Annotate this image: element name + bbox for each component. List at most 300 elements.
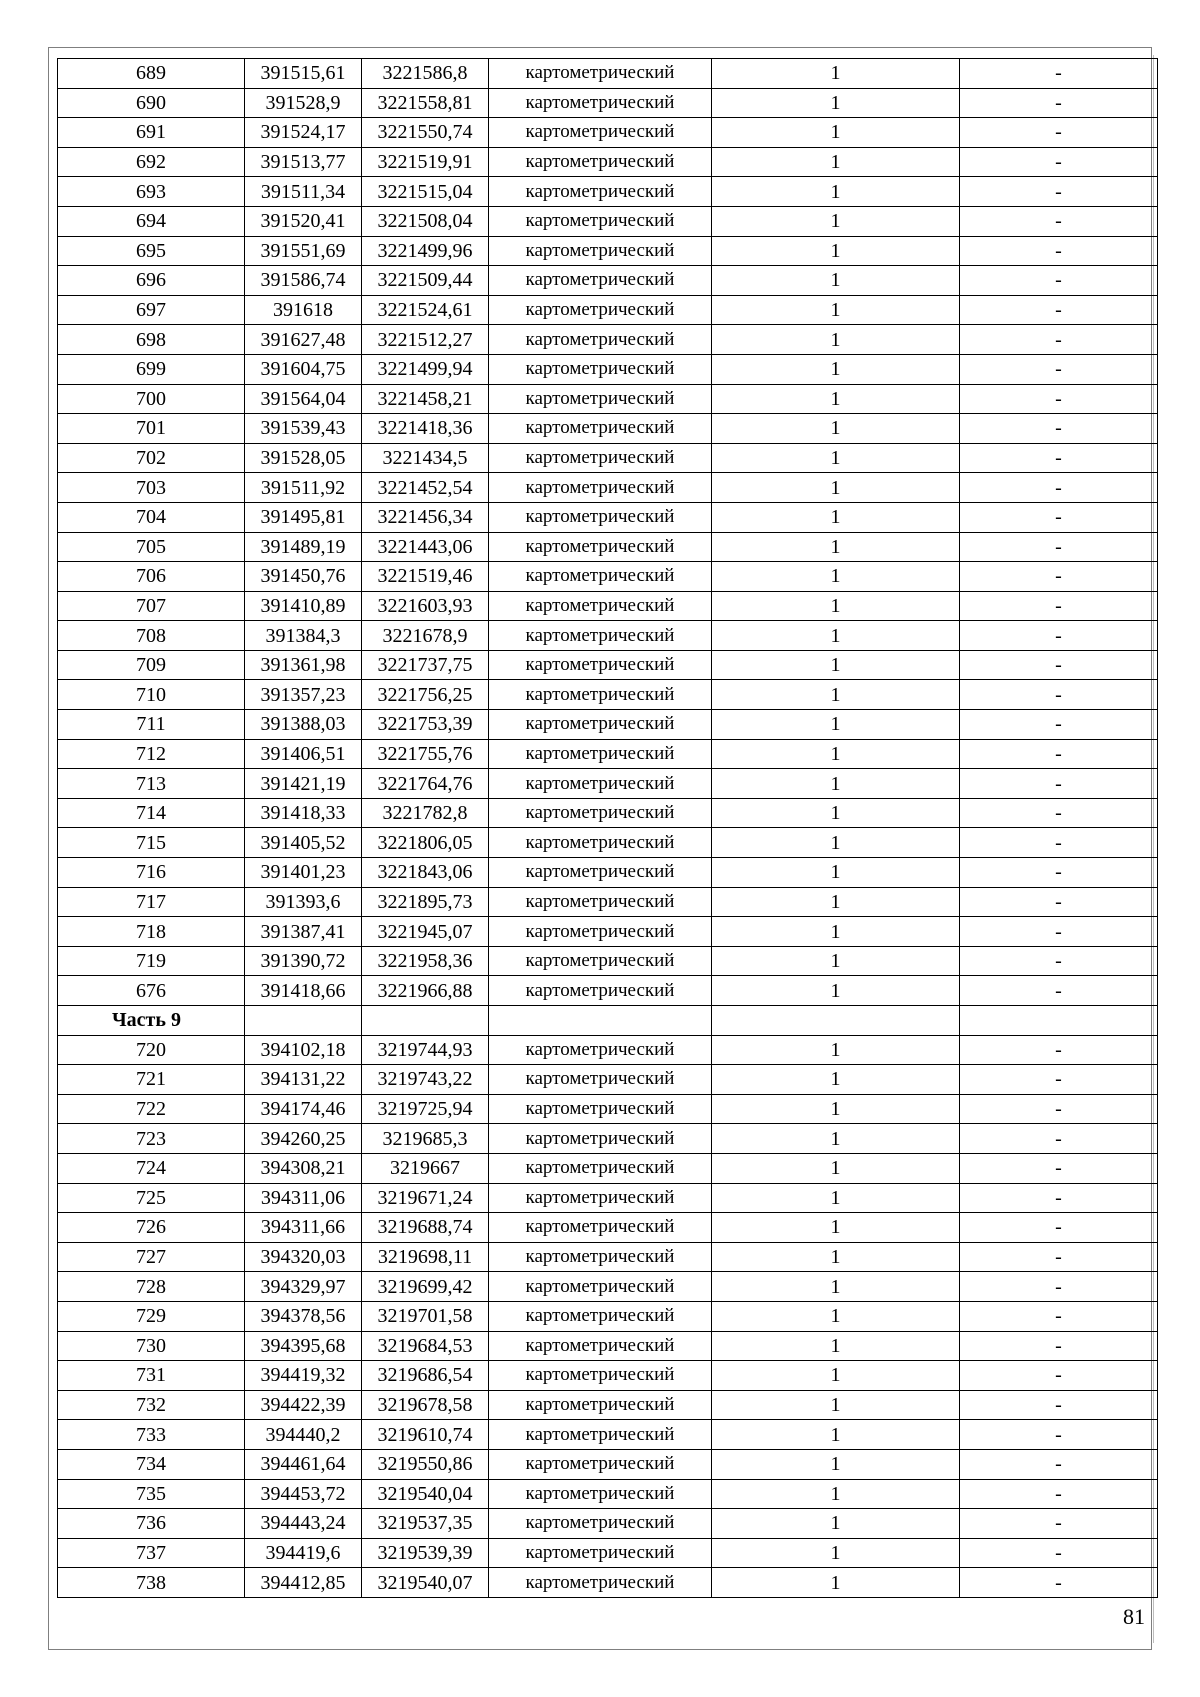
- x-coordinate-cell: 394378,56: [245, 1301, 362, 1331]
- x-coordinate-cell: 391406,51: [245, 739, 362, 769]
- accuracy-cell: 1: [712, 1449, 960, 1479]
- accuracy-cell: 1: [712, 1213, 960, 1243]
- accuracy-cell: 1: [712, 1183, 960, 1213]
- x-coordinate-cell: 391388,03: [245, 710, 362, 740]
- point-number-cell: 726: [58, 1213, 245, 1243]
- y-coordinate-cell: 3221558,81: [362, 88, 489, 118]
- y-coordinate-cell: 3221434,5: [362, 443, 489, 473]
- x-coordinate-cell: 391524,17: [245, 118, 362, 148]
- note-cell: -: [960, 1035, 1158, 1065]
- note-cell: -: [960, 1420, 1158, 1450]
- note-cell: -: [960, 147, 1158, 177]
- table-row: [58, 59, 1158, 89]
- point-number-cell: 709: [58, 650, 245, 680]
- table-row: [58, 1065, 1158, 1095]
- y-coordinate-cell: 3221764,76: [362, 769, 489, 799]
- accuracy-cell: 1: [712, 266, 960, 296]
- x-coordinate-cell: 391586,74: [245, 266, 362, 296]
- point-number-cell: 723: [58, 1124, 245, 1154]
- point-number-cell: 722: [58, 1094, 245, 1124]
- note-cell: -: [960, 1509, 1158, 1539]
- x-coordinate-cell: 394329,97: [245, 1272, 362, 1302]
- note-cell: -: [960, 266, 1158, 296]
- point-number-cell: 691: [58, 118, 245, 148]
- point-number-cell: 705: [58, 532, 245, 562]
- y-coordinate-cell: 3221782,8: [362, 798, 489, 828]
- point-number-cell: 711: [58, 710, 245, 740]
- y-coordinate-cell: 3221515,04: [362, 177, 489, 207]
- table-row: [58, 1094, 1158, 1124]
- method-cell: картометрический: [489, 769, 712, 799]
- x-coordinate-cell: 394131,22: [245, 1065, 362, 1095]
- y-coordinate-cell: 3221586,8: [362, 59, 489, 89]
- y-coordinate-cell: 3221509,44: [362, 266, 489, 296]
- x-coordinate-cell: 391410,89: [245, 591, 362, 621]
- x-coordinate-cell: 394311,66: [245, 1213, 362, 1243]
- y-coordinate-cell: 3219686,54: [362, 1361, 489, 1391]
- method-cell: картометрический: [489, 710, 712, 740]
- note-cell: -: [960, 236, 1158, 266]
- point-number-cell: 703: [58, 473, 245, 503]
- table-row: [58, 650, 1158, 680]
- x-coordinate-cell: 391405,52: [245, 828, 362, 858]
- accuracy-cell: 1: [712, 1153, 960, 1183]
- note-cell: -: [960, 354, 1158, 384]
- method-cell: картометрический: [489, 1183, 712, 1213]
- method-cell: картометрический: [489, 798, 712, 828]
- method-cell: картометрический: [489, 1094, 712, 1124]
- empty-cell: [489, 1006, 712, 1036]
- note-cell: -: [960, 1242, 1158, 1272]
- note-cell: -: [960, 976, 1158, 1006]
- accuracy-cell: 1: [712, 798, 960, 828]
- coordinates-table-body: [58, 59, 1158, 1598]
- y-coordinate-cell: 3219684,53: [362, 1331, 489, 1361]
- x-coordinate-cell: 394453,72: [245, 1479, 362, 1509]
- note-cell: -: [960, 858, 1158, 888]
- y-coordinate-cell: 3219540,04: [362, 1479, 489, 1509]
- method-cell: картометрический: [489, 1213, 712, 1243]
- table-row: [58, 473, 1158, 503]
- accuracy-cell: 1: [712, 473, 960, 503]
- method-cell: картометрический: [489, 384, 712, 414]
- empty-cell: [362, 1006, 489, 1036]
- note-cell: -: [960, 88, 1158, 118]
- table-row: [58, 858, 1158, 888]
- table-row: [58, 946, 1158, 976]
- y-coordinate-cell: 3221499,94: [362, 354, 489, 384]
- note-cell: -: [960, 118, 1158, 148]
- x-coordinate-cell: 391627,48: [245, 325, 362, 355]
- table-row: [58, 1272, 1158, 1302]
- note-cell: -: [960, 502, 1158, 532]
- method-cell: картометрический: [489, 414, 712, 444]
- method-cell: картометрический: [489, 828, 712, 858]
- x-coordinate-cell: 394443,24: [245, 1509, 362, 1539]
- table-row: [58, 325, 1158, 355]
- y-coordinate-cell: 3219698,11: [362, 1242, 489, 1272]
- method-cell: картометрический: [489, 621, 712, 651]
- method-cell: картометрический: [489, 1509, 712, 1539]
- table-row: [58, 1390, 1158, 1420]
- accuracy-cell: 1: [712, 414, 960, 444]
- x-coordinate-cell: 391361,98: [245, 650, 362, 680]
- x-coordinate-cell: 391515,61: [245, 59, 362, 89]
- method-cell: картометрический: [489, 917, 712, 947]
- accuracy-cell: 1: [712, 443, 960, 473]
- y-coordinate-cell: 3221755,76: [362, 739, 489, 769]
- y-coordinate-cell: 3219699,42: [362, 1272, 489, 1302]
- point-number-cell: 732: [58, 1390, 245, 1420]
- method-cell: картометрический: [489, 887, 712, 917]
- note-cell: -: [960, 1301, 1158, 1331]
- x-coordinate-cell: 391418,66: [245, 976, 362, 1006]
- point-number-cell: 721: [58, 1065, 245, 1095]
- point-number-cell: 729: [58, 1301, 245, 1331]
- note-cell: -: [960, 177, 1158, 207]
- x-coordinate-cell: 391604,75: [245, 354, 362, 384]
- table-row: [58, 887, 1158, 917]
- table-row: [58, 1153, 1158, 1183]
- point-number-cell: 706: [58, 562, 245, 592]
- method-cell: картометрический: [489, 1242, 712, 1272]
- table-row: [58, 828, 1158, 858]
- y-coordinate-cell: 3221443,06: [362, 532, 489, 562]
- method-cell: картометрический: [489, 1568, 712, 1598]
- y-coordinate-cell: 3221508,04: [362, 206, 489, 236]
- y-coordinate-cell: 3219744,93: [362, 1035, 489, 1065]
- note-cell: -: [960, 1124, 1158, 1154]
- point-number-cell: 718: [58, 917, 245, 947]
- accuracy-cell: 1: [712, 769, 960, 799]
- point-number-cell: 712: [58, 739, 245, 769]
- accuracy-cell: 1: [712, 887, 960, 917]
- note-cell: -: [960, 562, 1158, 592]
- note-cell: -: [960, 650, 1158, 680]
- table-row: [58, 266, 1158, 296]
- note-cell: -: [960, 710, 1158, 740]
- method-cell: картометрический: [489, 354, 712, 384]
- y-coordinate-cell: 3221806,05: [362, 828, 489, 858]
- y-coordinate-cell: 3221945,07: [362, 917, 489, 947]
- method-cell: картометрический: [489, 680, 712, 710]
- method-cell: картометрический: [489, 858, 712, 888]
- point-number-cell: 714: [58, 798, 245, 828]
- table-row: [58, 1538, 1158, 1568]
- y-coordinate-cell: 3221519,46: [362, 562, 489, 592]
- part-header-row: [58, 1006, 1158, 1036]
- point-number-cell: 736: [58, 1509, 245, 1539]
- accuracy-cell: 1: [712, 1331, 960, 1361]
- x-coordinate-cell: 394419,32: [245, 1361, 362, 1391]
- method-cell: картометрический: [489, 946, 712, 976]
- table-row: [58, 1301, 1158, 1331]
- x-coordinate-cell: 391511,34: [245, 177, 362, 207]
- note-cell: -: [960, 798, 1158, 828]
- point-number-cell: 692: [58, 147, 245, 177]
- method-cell: картометрический: [489, 1272, 712, 1302]
- table-row: [58, 1509, 1158, 1539]
- accuracy-cell: 1: [712, 1509, 960, 1539]
- point-number-cell: 699: [58, 354, 245, 384]
- point-number-cell: 689: [58, 59, 245, 89]
- accuracy-cell: 1: [712, 118, 960, 148]
- y-coordinate-cell: 3219667: [362, 1153, 489, 1183]
- note-cell: -: [960, 887, 1158, 917]
- method-cell: картометрический: [489, 1390, 712, 1420]
- point-number-cell: 727: [58, 1242, 245, 1272]
- table-row: [58, 917, 1158, 947]
- accuracy-cell: 1: [712, 206, 960, 236]
- y-coordinate-cell: 3221753,39: [362, 710, 489, 740]
- accuracy-cell: 1: [712, 1420, 960, 1450]
- method-cell: картометрический: [489, 473, 712, 503]
- note-cell: -: [960, 946, 1158, 976]
- point-number-cell: 701: [58, 414, 245, 444]
- accuracy-cell: 1: [712, 59, 960, 89]
- accuracy-cell: 1: [712, 1124, 960, 1154]
- empty-cell: [245, 1006, 362, 1036]
- accuracy-cell: 1: [712, 562, 960, 592]
- table-row: [58, 236, 1158, 266]
- method-cell: картометрический: [489, 650, 712, 680]
- point-number-cell: 700: [58, 384, 245, 414]
- x-coordinate-cell: 391551,69: [245, 236, 362, 266]
- method-cell: картометрический: [489, 591, 712, 621]
- point-number-cell: 719: [58, 946, 245, 976]
- table-row: [58, 118, 1158, 148]
- accuracy-cell: 1: [712, 1301, 960, 1331]
- accuracy-cell: 1: [712, 621, 960, 651]
- table-row: [58, 710, 1158, 740]
- table-row: [58, 621, 1158, 651]
- table-row: [58, 502, 1158, 532]
- x-coordinate-cell: 391418,33: [245, 798, 362, 828]
- y-coordinate-cell: 3221524,61: [362, 295, 489, 325]
- point-number-cell: 717: [58, 887, 245, 917]
- y-coordinate-cell: 3221958,36: [362, 946, 489, 976]
- x-coordinate-cell: 394422,39: [245, 1390, 362, 1420]
- accuracy-cell: 1: [712, 591, 960, 621]
- y-coordinate-cell: 3219725,94: [362, 1094, 489, 1124]
- point-number-cell: 735: [58, 1479, 245, 1509]
- x-coordinate-cell: 391393,6: [245, 887, 362, 917]
- table-row: [58, 1124, 1158, 1154]
- point-number-cell: 690: [58, 88, 245, 118]
- empty-cell: [960, 1006, 1158, 1036]
- accuracy-cell: 1: [712, 946, 960, 976]
- method-cell: картометрический: [489, 1331, 712, 1361]
- point-number-cell: 697: [58, 295, 245, 325]
- table-row: [58, 443, 1158, 473]
- accuracy-cell: 1: [712, 1272, 960, 1302]
- note-cell: -: [960, 680, 1158, 710]
- y-coordinate-cell: 3219610,74: [362, 1420, 489, 1450]
- accuracy-cell: 1: [712, 354, 960, 384]
- y-coordinate-cell: 3221456,34: [362, 502, 489, 532]
- table-row: [58, 1568, 1158, 1598]
- note-cell: -: [960, 1272, 1158, 1302]
- point-number-cell: 730: [58, 1331, 245, 1361]
- note-cell: -: [960, 206, 1158, 236]
- accuracy-cell: 1: [712, 295, 960, 325]
- x-coordinate-cell: 391401,23: [245, 858, 362, 888]
- note-cell: -: [960, 1390, 1158, 1420]
- method-cell: картометрический: [489, 1420, 712, 1450]
- accuracy-cell: 1: [712, 680, 960, 710]
- note-cell: -: [960, 443, 1158, 473]
- point-number-cell: 693: [58, 177, 245, 207]
- point-number-cell: 708: [58, 621, 245, 651]
- accuracy-cell: 1: [712, 739, 960, 769]
- x-coordinate-cell: 391520,41: [245, 206, 362, 236]
- table-row: [58, 295, 1158, 325]
- table-row: [58, 976, 1158, 1006]
- method-cell: картометрический: [489, 502, 712, 532]
- accuracy-cell: 1: [712, 976, 960, 1006]
- table-row: [58, 562, 1158, 592]
- empty-cell: [712, 1006, 960, 1036]
- table-row: [58, 739, 1158, 769]
- note-cell: -: [960, 1449, 1158, 1479]
- note-cell: -: [960, 1213, 1158, 1243]
- accuracy-cell: 1: [712, 532, 960, 562]
- x-coordinate-cell: 391450,76: [245, 562, 362, 592]
- point-number-cell: 731: [58, 1361, 245, 1391]
- method-cell: картометрический: [489, 532, 712, 562]
- method-cell: картометрический: [489, 236, 712, 266]
- note-cell: -: [960, 1538, 1158, 1568]
- part-label-cell: Часть 9: [58, 1006, 245, 1036]
- accuracy-cell: 1: [712, 1390, 960, 1420]
- point-number-cell: 704: [58, 502, 245, 532]
- accuracy-cell: 1: [712, 384, 960, 414]
- note-cell: -: [960, 1331, 1158, 1361]
- accuracy-cell: 1: [712, 917, 960, 947]
- note-cell: -: [960, 1361, 1158, 1391]
- accuracy-cell: 1: [712, 1094, 960, 1124]
- table-row: [58, 88, 1158, 118]
- accuracy-cell: 1: [712, 1361, 960, 1391]
- point-number-cell: 713: [58, 769, 245, 799]
- table-row: [58, 798, 1158, 828]
- method-cell: картометрический: [489, 1301, 712, 1331]
- y-coordinate-cell: 3221519,91: [362, 147, 489, 177]
- point-number-cell: 698: [58, 325, 245, 355]
- y-coordinate-cell: 3219685,3: [362, 1124, 489, 1154]
- method-cell: картометрический: [489, 88, 712, 118]
- x-coordinate-cell: 394419,6: [245, 1538, 362, 1568]
- x-coordinate-cell: 391511,92: [245, 473, 362, 503]
- table-row: [58, 1420, 1158, 1450]
- method-cell: картометрический: [489, 206, 712, 236]
- x-coordinate-cell: 394412,85: [245, 1568, 362, 1598]
- y-coordinate-cell: 3221499,96: [362, 236, 489, 266]
- x-coordinate-cell: 394308,21: [245, 1153, 362, 1183]
- note-cell: -: [960, 1183, 1158, 1213]
- table-row: [58, 414, 1158, 444]
- table-row: [58, 1183, 1158, 1213]
- accuracy-cell: 1: [712, 1479, 960, 1509]
- accuracy-cell: 1: [712, 1538, 960, 1568]
- method-cell: картометрический: [489, 118, 712, 148]
- x-coordinate-cell: 391513,77: [245, 147, 362, 177]
- y-coordinate-cell: 3219743,22: [362, 1065, 489, 1095]
- y-coordinate-cell: 3221452,54: [362, 473, 489, 503]
- page-number: 81: [1123, 1604, 1145, 1629]
- y-coordinate-cell: 3221843,06: [362, 858, 489, 888]
- point-number-cell: 733: [58, 1420, 245, 1450]
- x-coordinate-cell: 391495,81: [245, 502, 362, 532]
- method-cell: картометрический: [489, 1153, 712, 1183]
- y-coordinate-cell: 3221966,88: [362, 976, 489, 1006]
- note-cell: -: [960, 621, 1158, 651]
- x-coordinate-cell: 394461,64: [245, 1449, 362, 1479]
- point-number-cell: 715: [58, 828, 245, 858]
- x-coordinate-cell: 394174,46: [245, 1094, 362, 1124]
- x-coordinate-cell: 391528,9: [245, 88, 362, 118]
- accuracy-cell: 1: [712, 1568, 960, 1598]
- point-number-cell: 728: [58, 1272, 245, 1302]
- method-cell: картометрический: [489, 443, 712, 473]
- method-cell: картометрический: [489, 1124, 712, 1154]
- method-cell: картометрический: [489, 325, 712, 355]
- x-coordinate-cell: 391618: [245, 295, 362, 325]
- table-row: [58, 1035, 1158, 1065]
- point-number-cell: 696: [58, 266, 245, 296]
- x-coordinate-cell: 394395,68: [245, 1331, 362, 1361]
- method-cell: картометрический: [489, 1361, 712, 1391]
- accuracy-cell: 1: [712, 858, 960, 888]
- method-cell: картометрический: [489, 266, 712, 296]
- table-row: [58, 1361, 1158, 1391]
- accuracy-cell: 1: [712, 236, 960, 266]
- method-cell: картометрический: [489, 1065, 712, 1095]
- accuracy-cell: 1: [712, 1065, 960, 1095]
- note-cell: -: [960, 1568, 1158, 1598]
- table-row: [58, 177, 1158, 207]
- y-coordinate-cell: 3219537,35: [362, 1509, 489, 1539]
- point-number-cell: 725: [58, 1183, 245, 1213]
- y-coordinate-cell: 3221603,93: [362, 591, 489, 621]
- table-row: [58, 1479, 1158, 1509]
- x-coordinate-cell: 391357,23: [245, 680, 362, 710]
- y-coordinate-cell: 3221678,9: [362, 621, 489, 651]
- table-row: [58, 769, 1158, 799]
- note-cell: -: [960, 384, 1158, 414]
- note-cell: -: [960, 1065, 1158, 1095]
- x-coordinate-cell: 394311,06: [245, 1183, 362, 1213]
- accuracy-cell: 1: [712, 710, 960, 740]
- note-cell: -: [960, 473, 1158, 503]
- point-number-cell: 716: [58, 858, 245, 888]
- point-number-cell: 737: [58, 1538, 245, 1568]
- method-cell: картометрический: [489, 562, 712, 592]
- y-coordinate-cell: 3221512,27: [362, 325, 489, 355]
- method-cell: картометрический: [489, 177, 712, 207]
- method-cell: картометрический: [489, 976, 712, 1006]
- table-row: [58, 206, 1158, 236]
- y-coordinate-cell: 3221895,73: [362, 887, 489, 917]
- method-cell: картометрический: [489, 59, 712, 89]
- table-row: [58, 1449, 1158, 1479]
- table-row: [58, 532, 1158, 562]
- table-row: [58, 354, 1158, 384]
- x-coordinate-cell: 391528,05: [245, 443, 362, 473]
- x-coordinate-cell: 391390,72: [245, 946, 362, 976]
- x-coordinate-cell: 391564,04: [245, 384, 362, 414]
- table-row: [58, 1242, 1158, 1272]
